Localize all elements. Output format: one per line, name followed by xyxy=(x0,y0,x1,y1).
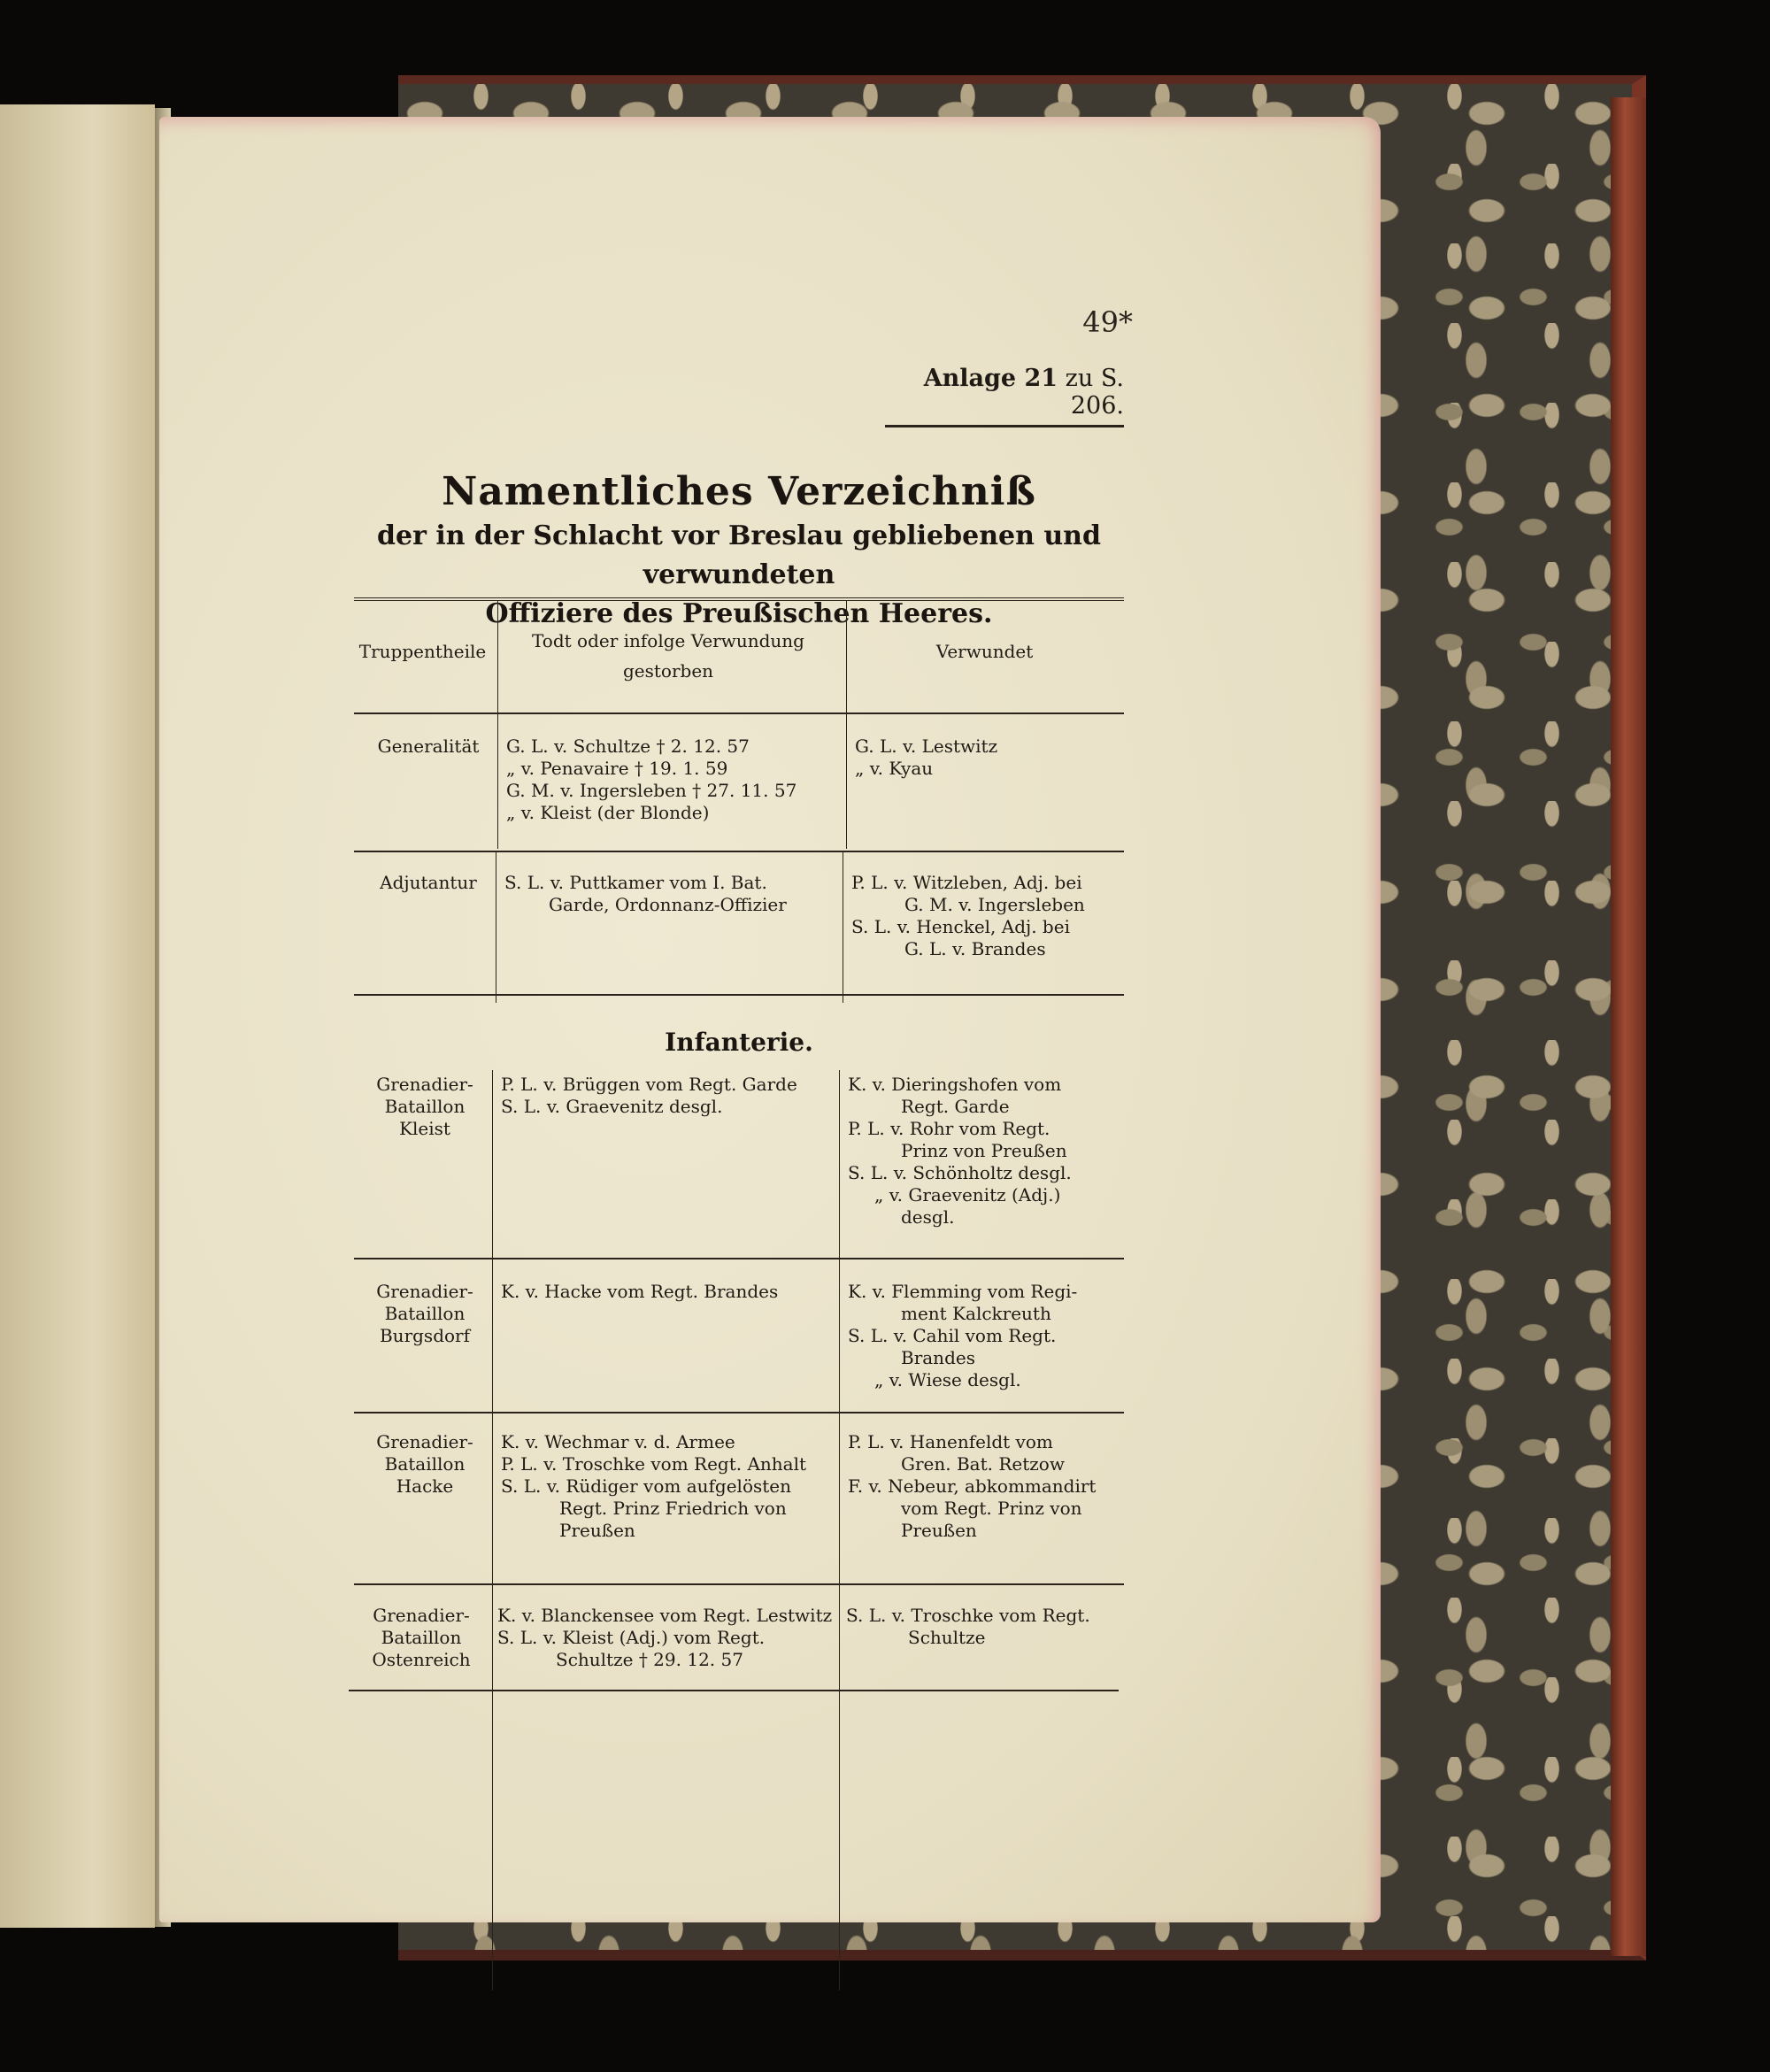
unit-line: Bataillon xyxy=(381,1627,462,1648)
section-infanterie: Infanterie. xyxy=(665,1028,813,1057)
row-unit-hacke xyxy=(359,1431,490,1498)
dead-entry: G. M. v. Ingersleben † 27. 11. 57 xyxy=(506,780,797,801)
header-dead xyxy=(496,626,841,686)
left-page xyxy=(0,104,155,1928)
unit-line: Kleist xyxy=(399,1118,450,1139)
wounded-entry: Preußen xyxy=(901,1520,977,1541)
wounded-entry: Schultze xyxy=(908,1627,986,1648)
appendix-reference xyxy=(885,365,1124,427)
row-dead-adjutantur xyxy=(504,872,841,916)
unit-line: Grenadier- xyxy=(376,1431,473,1452)
wounded-entry: S. L. v. Schönholtz desgl. xyxy=(848,1162,1072,1183)
col-rule-1c xyxy=(492,1070,493,1991)
dead-entry: Garde, Ordonnanz-Offizier xyxy=(549,894,787,915)
unit-line: Burgsdorf xyxy=(379,1325,470,1346)
row-unit-adjutantur xyxy=(363,872,494,894)
unit-line: Bataillon xyxy=(384,1303,466,1324)
wounded-entry: P. L. v. Rohr vom Regt. xyxy=(848,1118,1050,1139)
row-dead-generalitaet xyxy=(506,736,843,824)
wounded-entry: „ v. Graevenitz (Adj.) xyxy=(874,1184,1061,1205)
row-unit-ostenreich xyxy=(356,1605,487,1671)
wounded-entry: P. L. v. Hanenfeldt vom xyxy=(848,1431,1053,1452)
wounded-entry: S. L. v. Henckel, Adj. bei xyxy=(851,916,1070,937)
unit-line: Bataillon xyxy=(384,1096,466,1117)
dead-entry: „ v. Penavaire † 19. 1. 59 xyxy=(506,758,728,779)
dead-entry: S. L. v. Puttkamer vom I. Bat. xyxy=(504,872,767,893)
unit-line: Generalität xyxy=(377,736,480,757)
unit-line: Hacke xyxy=(396,1475,454,1497)
dead-entry: K. v. Blanckensee vom Regt. Lestwitz xyxy=(497,1605,833,1626)
wounded-entry: P. L. v. Witzleben, Adj. bei xyxy=(851,872,1082,893)
unit-line: Adjutantur xyxy=(380,872,477,893)
col-rule-1a xyxy=(497,601,498,849)
appendix-page-ref: zu S. 206. xyxy=(1065,365,1124,420)
wounded-entry: K. v. Dieringshofen vom xyxy=(848,1074,1062,1095)
table-bottom-rule xyxy=(349,1690,1119,1691)
row-dead-burgsdorf xyxy=(501,1281,837,1303)
wounded-entry: S. L. v. Troschke vom Regt. xyxy=(846,1605,1090,1626)
row-wounded-adjutantur xyxy=(851,872,1121,960)
subtitle-line-1: der in der Schlacht vor Breslau gebliebenen und verwundeten xyxy=(377,520,1101,590)
col-rule-2c xyxy=(839,1070,840,1991)
row-unit-generalitaet xyxy=(363,736,494,758)
dead-entry: Preußen xyxy=(559,1520,635,1541)
col-rule-2a xyxy=(846,601,847,849)
wounded-entry: Regt. Garde xyxy=(901,1096,1010,1117)
row-rule xyxy=(354,1412,1124,1413)
wounded-entry: Brandes xyxy=(901,1347,975,1368)
wounded-entry: Prinz von Preußen xyxy=(901,1140,1067,1161)
wounded-entry: K. v. Flemming vom Regi- xyxy=(848,1281,1078,1302)
wounded-entry: G. L. v. Brandes xyxy=(904,938,1046,959)
dead-entry: „ v. Kleist (der Blonde) xyxy=(506,802,710,823)
row-wounded-ostenreich xyxy=(846,1605,1120,1649)
page-number: 49* xyxy=(1082,305,1133,339)
header-units: Truppentheile xyxy=(358,641,487,662)
wounded-entry: „ v. Kyau xyxy=(855,758,934,779)
unit-line: Grenadier- xyxy=(376,1074,473,1095)
wounded-entry: F. v. Nebeur, abkommandirt xyxy=(848,1475,1097,1497)
dead-entry: S. L. v. Rüdiger vom aufgelösten xyxy=(501,1475,791,1497)
dead-entry: G. L. v. Schultze † 2. 12. 57 xyxy=(506,736,750,757)
subtitle-line-2: Offiziere des Preußischen Heeres. xyxy=(485,598,993,629)
unit-line: Grenadier- xyxy=(376,1281,473,1302)
row-dead-kleist xyxy=(501,1074,837,1118)
dead-entry: P. L. v. Troschke vom Regt. Anhalt xyxy=(501,1453,807,1475)
wounded-entry: „ v. Wiese desgl. xyxy=(874,1369,1021,1390)
row-rule xyxy=(354,851,1124,852)
row-dead-hacke xyxy=(501,1431,837,1542)
wounded-entry: vom Regt. Prinz von xyxy=(901,1498,1082,1519)
header-dead-line-1: Todt oder infolge Verwundung xyxy=(532,630,804,651)
header-dead-line-2: gestorben xyxy=(622,660,714,682)
dead-entry: Schultze † 29. 12. 57 xyxy=(556,1649,743,1670)
wounded-entry: Gren. Bat. Retzow xyxy=(901,1453,1065,1475)
row-wounded-kleist xyxy=(848,1074,1122,1229)
row-unit-burgsdorf xyxy=(359,1281,490,1347)
dead-entry: S. L. v. Kleist (Adj.) vom Regt. xyxy=(497,1627,766,1648)
dead-entry: P. L. v. Brüggen vom Regt. Garde xyxy=(501,1074,797,1095)
wounded-entry: S. L. v. Cahil vom Regt. xyxy=(848,1325,1057,1346)
row-rule xyxy=(354,994,1124,996)
unit-line: Ostenreich xyxy=(372,1649,471,1670)
row-rule xyxy=(354,1583,1124,1585)
wounded-entry: desgl. xyxy=(901,1206,955,1228)
dead-entry: K. v. Wechmar v. d. Armee xyxy=(501,1431,735,1452)
row-wounded-hacke xyxy=(848,1431,1122,1542)
book-spine-edge xyxy=(1611,97,1646,1956)
wounded-entry: G. L. v. Lestwitz xyxy=(855,736,998,757)
row-wounded-burgsdorf xyxy=(848,1281,1122,1391)
header-rule xyxy=(354,712,1124,714)
row-wounded-generalitaet xyxy=(855,736,1120,780)
header-wounded: Verwundet xyxy=(935,641,1034,662)
unit-line: Bataillon xyxy=(384,1453,466,1475)
wounded-entry: G. M. v. Ingersleben xyxy=(904,894,1085,915)
document-subtitle xyxy=(354,517,1124,634)
unit-line: Grenadier- xyxy=(373,1605,470,1626)
row-unit-kleist xyxy=(359,1074,490,1140)
row-dead-ostenreich xyxy=(497,1605,834,1671)
dead-entry: K. v. Hacke vom Regt. Brandes xyxy=(501,1281,779,1302)
document-title: Namentliches Verzeichniß xyxy=(442,469,1036,514)
dead-entry: Regt. Prinz Friedrich von xyxy=(559,1498,787,1519)
wounded-entry: ment Kalckreuth xyxy=(901,1303,1051,1324)
row-rule xyxy=(354,1258,1124,1259)
appendix-label: Anlage 21 xyxy=(923,365,1058,392)
dead-entry: S. L. v. Graevenitz desgl. xyxy=(501,1096,723,1117)
